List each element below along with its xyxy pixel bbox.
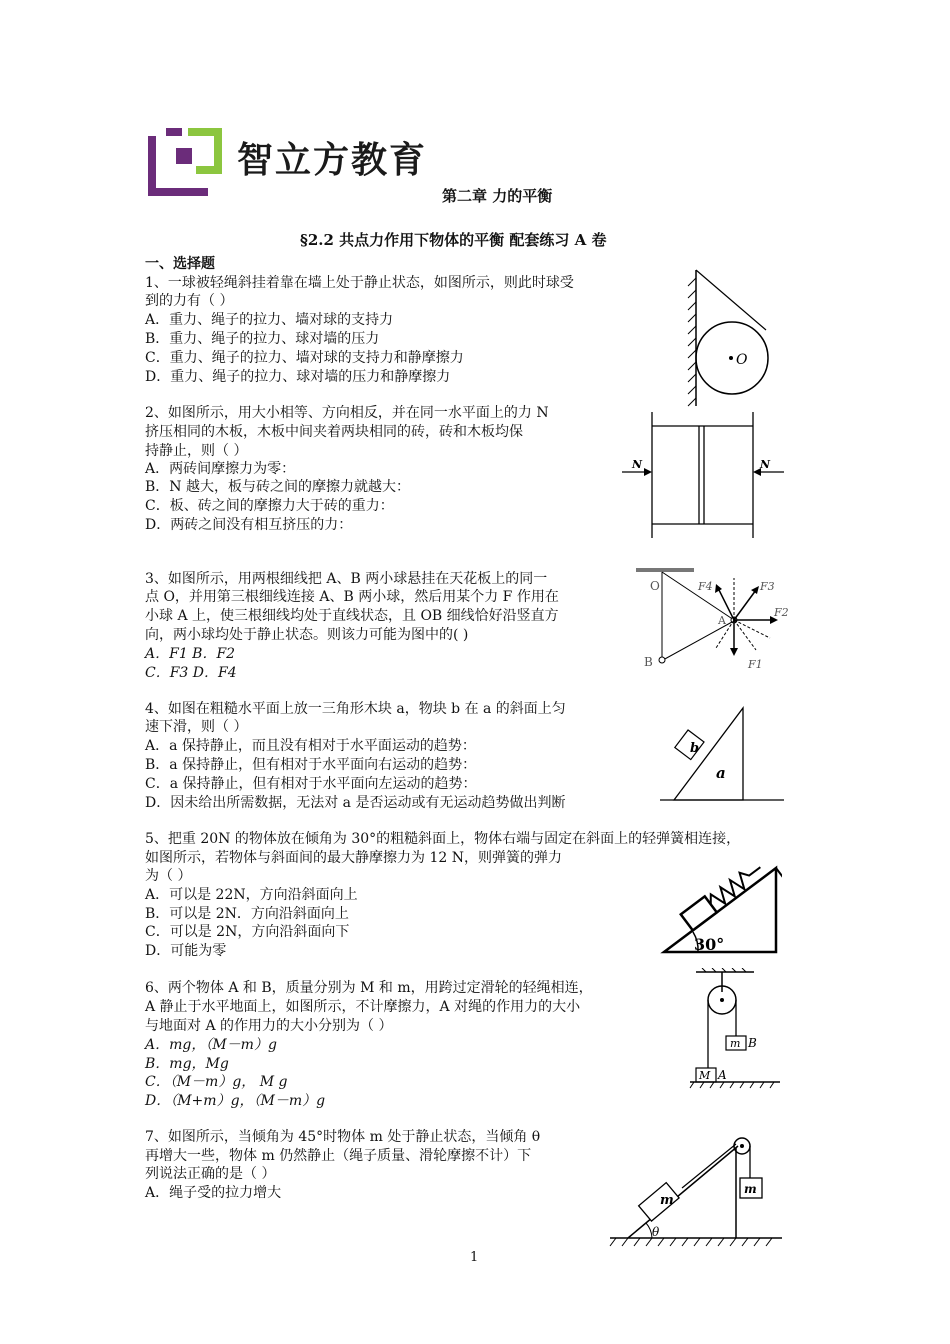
question-text: 与地面对 A 的作用力的大小分别为（ ） bbox=[145, 1018, 393, 1034]
option-b: B．可以是 2N．方向沿斜面向上 bbox=[145, 906, 349, 922]
figure-6-pulley bbox=[688, 968, 784, 1096]
question-text: 5、把重 20N 的物体放在倾角为 30°的粗糙斜面上，物体右端与固定在斜面上的轻弹簧相连接， bbox=[145, 831, 741, 847]
option-d: D．因未给出所需数据，无法对 a 是否运动或有无运动趋势做出判断 bbox=[145, 795, 566, 811]
question-text: 为（ ） bbox=[145, 868, 192, 884]
option-a: A．mg，（M－m）g bbox=[145, 1037, 277, 1053]
question-text: 如图所示，若物体与斜面间的最大静摩擦力为 12 N，则弹簧的弹力 bbox=[145, 850, 562, 866]
figure-2-bricks-boards bbox=[618, 410, 788, 542]
options-cd: C．F3 D．F4 bbox=[145, 665, 237, 681]
question-text: 到的力有（ ） bbox=[145, 293, 234, 309]
section-title: §2.2 共点力作用下物体的平衡 配套练习 A 卷 bbox=[300, 231, 607, 249]
fig3-label-o: O bbox=[650, 579, 660, 593]
fig3-label-f1: F1 bbox=[748, 658, 763, 671]
question-text: 挤压相同的木板，木板中间夹着两块相同的砖，砖和木板均保 bbox=[145, 424, 523, 440]
question-text: 1、一球被轻绳斜挂着靠在墙上处于静止状态，如图所示，则此时球受 bbox=[145, 275, 574, 291]
option-c: C．重力、绳子的拉力、墙对球的支持力和静摩擦力 bbox=[145, 350, 464, 366]
option-c: C．a 保持静止，但有相对于水平面向左运动的趋势： bbox=[145, 776, 477, 792]
option-b: B．重力、绳子的拉力、球对墙的压力 bbox=[145, 331, 380, 347]
question-text: 列说法正确的是（ ） bbox=[145, 1166, 276, 1182]
figure-4-wedge bbox=[660, 702, 790, 806]
chapter-title: 第二章 力的平衡 bbox=[442, 187, 553, 205]
option-a: A．可以是 22N，方向沿斜面向上 bbox=[145, 887, 358, 903]
fig7-label-theta: θ bbox=[652, 1225, 660, 1239]
option-a: A．绳子受的拉力增大 bbox=[145, 1185, 282, 1201]
figure-3-force-options bbox=[636, 566, 798, 674]
question-text: 速下滑，则（ ） bbox=[145, 719, 248, 735]
option-c: C．可以是 2N，方向沿斜面向下 bbox=[145, 924, 350, 940]
option-d: D．可能为零 bbox=[145, 943, 227, 959]
question-text: 6、两个物体 A 和 B，质量分别为 M 和 m，用跨过定滑轮的轻绳相连， bbox=[145, 980, 593, 996]
fig3-label-f3: F3 bbox=[760, 580, 775, 593]
options-ab: A．F1 B．F2 bbox=[145, 646, 236, 662]
option-c: C．（M－m）g， M g bbox=[145, 1074, 288, 1090]
question-text: 点 O，并用第三根细线连接 A、B 两小球，然后用某个力 F 作用在 bbox=[145, 589, 559, 605]
fig4-label-b: b bbox=[690, 741, 700, 756]
fig1-label-o: O bbox=[736, 352, 748, 368]
question-text: 7、如图所示，当倾角为 45°时物体 m 处于静止状态，当倾角 θ bbox=[145, 1129, 541, 1145]
figure-7-incline-pulley bbox=[606, 1134, 786, 1250]
fig6-label-big-m: M bbox=[699, 1069, 711, 1082]
option-b: B．mg，Mg bbox=[145, 1056, 229, 1072]
fig2-label-n-left: N bbox=[632, 458, 643, 471]
fig7-label-m-block: m bbox=[660, 1193, 674, 1208]
option-a: A．重力、绳子的拉力、墙对球的支持力 bbox=[145, 312, 394, 328]
question-text: 2、如图所示，用大小相等、方向相反，并在同一水平面上的力 N bbox=[145, 405, 549, 421]
logo-mark bbox=[148, 126, 226, 198]
figure-5-spring-incline bbox=[660, 860, 782, 956]
question-text: 向，两小球均处于静止状态。则该力可能为图中的( ) bbox=[145, 627, 469, 643]
question-text: 3、如图所示，用两根细线把 A、B 两小球悬挂在天花板上的同一 bbox=[145, 571, 548, 587]
option-a: A．a 保持静止，而且没有相对于水平面运动的趋势： bbox=[145, 738, 476, 754]
question-text: 小球 A 上，使三根细线均处于直线状态，且 OB 细线恰好沿竖直方 bbox=[145, 608, 559, 624]
fig7-label-m-hanging: m bbox=[744, 1182, 757, 1196]
fig3-label-f4: F4 bbox=[698, 580, 713, 593]
fig6-label-a: A bbox=[718, 1068, 727, 1082]
option-d: D．（M+m）g，（M－m）g bbox=[145, 1093, 326, 1109]
fig6-label-b: B bbox=[748, 1036, 757, 1050]
option-c: C．板、砖之间的摩擦力大于砖的重力： bbox=[145, 498, 394, 514]
fig6-label-m: m bbox=[730, 1037, 741, 1050]
brand-name: 智立方教育 bbox=[237, 140, 428, 181]
fig2-label-n-right: N bbox=[760, 458, 771, 471]
option-d: D．重力、绳子的拉力、球对墙的压力和静摩擦力 bbox=[145, 369, 451, 385]
option-d: D．两砖之间没有相互挤压的力： bbox=[145, 517, 353, 533]
option-b: B．a 保持静止，但有相对于水平面向右运动的趋势： bbox=[145, 757, 477, 773]
option-b: B．N 越大，板与砖之间的摩擦力就越大： bbox=[145, 479, 410, 495]
fig3-label-b: B bbox=[644, 655, 653, 669]
figure-1-ball-on-wall bbox=[682, 268, 782, 410]
question-text: A 静止于水平地面上，如图所示，不计摩擦力，A 对绳的作用力的大小 bbox=[145, 999, 581, 1015]
question-text: 再增大一些，物体 m 仍然静止（绳子质量、滑轮摩擦不计）下 bbox=[145, 1148, 532, 1164]
fig3-label-a: A bbox=[718, 614, 726, 627]
option-a: A．两砖间摩擦力为零： bbox=[145, 461, 296, 477]
fig4-label-a: a bbox=[716, 764, 726, 782]
section-label: 一、选择题 bbox=[145, 256, 215, 272]
question-text: 持静止，则（ ） bbox=[145, 443, 248, 459]
page-number: 1 bbox=[470, 1250, 479, 1265]
fig3-label-f2: F2 bbox=[774, 606, 789, 619]
question-text: 4、如图在粗糙水平面上放一三角形木块 a，物块 b 在 a 的斜面上匀 bbox=[145, 701, 566, 717]
fig5-label-angle: 30° bbox=[694, 935, 725, 954]
